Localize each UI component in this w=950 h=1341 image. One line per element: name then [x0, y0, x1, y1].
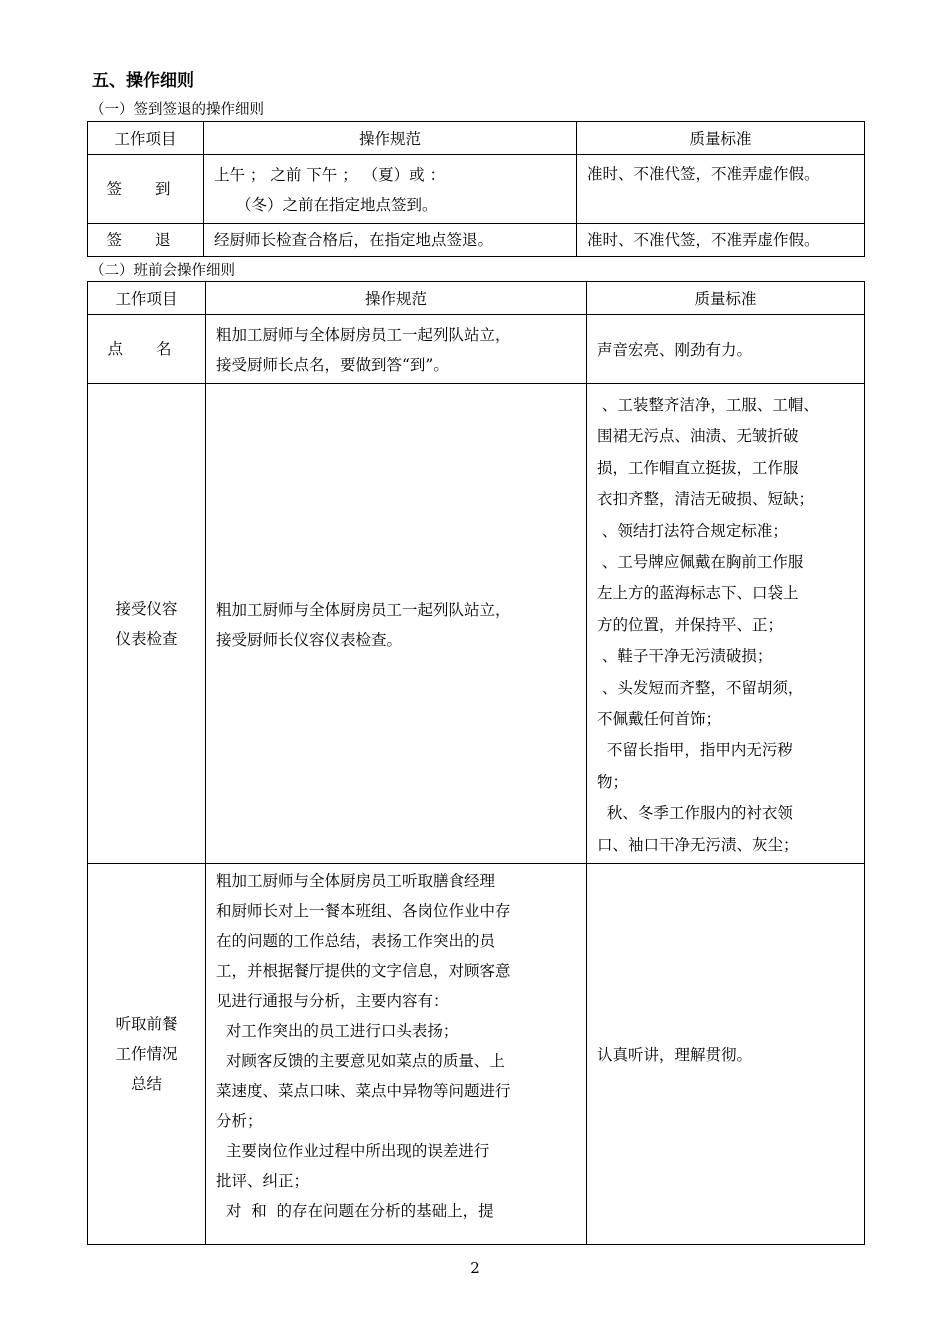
spec-line: 上午 ； 之前 下午 ； （夏）或 ： [214, 166, 446, 184]
standard-line: 不留长指甲，指甲内无污秽 [597, 741, 793, 760]
spec-line: 主要岗位作业过程中所出现的误差进行 [216, 1142, 490, 1161]
item-line: 听取前餐 [115, 1015, 178, 1034]
spec-line: 粗加工厨师与全体厨房员工听取膳食经理 [216, 872, 496, 891]
item-cell: 签 到 [88, 155, 204, 224]
spec-cell: 经厨师长检查合格后，在指定地点签退。 [204, 224, 577, 257]
standard-cell: 认真听讲，理解贯彻。 [587, 864, 865, 1245]
spec-line: 粗加工厨师与全体厨房员工一起列队站立， [216, 600, 511, 619]
standard-line: 围裙无污点、油渍、无皱折破 [597, 427, 799, 446]
header-cell: 质量标准 [577, 122, 865, 155]
table-row [88, 224, 865, 257]
standard-cell: 准时、不准代签，不准弄虚作假。 [577, 224, 865, 257]
spec-cell [206, 384, 587, 864]
spec-line: 在的问题的工作总结，表扬工作突出的员 [216, 932, 496, 951]
signin-table [87, 121, 865, 257]
standard-line: 、头发短而齐整，不留胡须， [597, 678, 804, 697]
standard-line: 、工装整齐洁净，工服、工帽、 [597, 396, 819, 414]
standard-cell: 准时、不准代签，不准弄虚作假。 [577, 155, 865, 224]
spec-line: 见进行通报与分析，主要内容有： [216, 992, 449, 1011]
spec-line: 分析； [216, 1112, 263, 1131]
spec-cell [206, 864, 587, 1245]
section-title: 五、操作细则 [92, 71, 194, 91]
item-line: 工作情况 [115, 1045, 178, 1064]
spec-cell [204, 155, 577, 224]
standard-line: 损，工作帽直立挺拔，工作服 [597, 458, 799, 477]
spec-line: 粗加工厨师与全体厨房员工一起列队站立， [216, 326, 511, 344]
item-cell: 签 退 [88, 224, 204, 257]
header-cell: 质量标准 [587, 282, 865, 315]
spec-line: 和厨师长对上一餐本班组、各岗位作业中存 [216, 902, 511, 921]
spec-line: 批评、纠正； [216, 1172, 310, 1191]
spec-cell [206, 315, 587, 384]
standard-line: 不佩戴任何首饰； [597, 710, 722, 729]
spec-line: （冬）之前在指定地点签到。 [236, 196, 438, 214]
standard-line: 方的位置，并保持平、正； [597, 615, 784, 634]
standard-line: 秋、冬季工作服内的衬衣领 [597, 804, 793, 823]
spec-line: 对工作突出的员工进行口头表扬； [216, 1022, 459, 1041]
spec-line: 接受厨师长点名，要做到答“到”。 [216, 356, 449, 374]
item-line: 接受仪容 [115, 599, 178, 618]
standard-cell [587, 384, 865, 864]
item-line: 总结 [130, 1075, 162, 1094]
header-cell: 工作项目 [88, 282, 206, 315]
spec-line: 接受厨师长仪容仪表检查。 [216, 630, 403, 649]
item-cell [88, 384, 206, 864]
table-header-row [88, 122, 865, 155]
standard-line: 、鞋子干净无污渍破损； [597, 647, 773, 666]
table-row [88, 315, 865, 384]
standard-line: 物； [597, 772, 629, 791]
subsection-title-premeeting: （二）班前会操作细则 [90, 263, 235, 279]
subsection-title-signin: （一）签到签退的操作细则 [90, 102, 264, 118]
page-number: 2 [470, 1259, 480, 1277]
premeeting-table [87, 281, 865, 1245]
spec-line: 对顾客反馈的主要意见如菜点的质量、上 [216, 1052, 505, 1071]
item-cell: 点 名 [88, 315, 206, 384]
standard-line: 、领结打法符合规定标准； [597, 521, 788, 540]
item-line: 仪表检查 [115, 629, 178, 648]
spec-line: 工，并根据餐厅提供的文字信息，对顾客意 [216, 962, 511, 981]
table-row [88, 864, 865, 1245]
standard-line: 左上方的蓝海标志下、口袋上 [597, 584, 799, 603]
table-header-row [88, 282, 865, 315]
spec-line: 对 和 的存在问题在分析的基础上，提 [216, 1202, 494, 1221]
standard-line: 衣扣齐整，清洁无破损、短缺； [597, 490, 815, 509]
standard-cell: 声音宏亮、刚劲有力。 [587, 315, 865, 384]
header-cell: 操作规范 [204, 122, 577, 155]
spec-line: 菜速度、菜点口味、菜点中异物等问题进行 [216, 1082, 511, 1101]
standard-line: 、工号牌应佩戴在胸前工作服 [597, 553, 804, 572]
header-cell: 操作规范 [206, 282, 587, 315]
table-row [88, 155, 865, 224]
standard-line: 口、袖口干净无污渍、灰尘； [597, 835, 799, 854]
table-row [88, 384, 865, 864]
item-cell [88, 864, 206, 1245]
header-cell: 工作项目 [88, 122, 204, 155]
